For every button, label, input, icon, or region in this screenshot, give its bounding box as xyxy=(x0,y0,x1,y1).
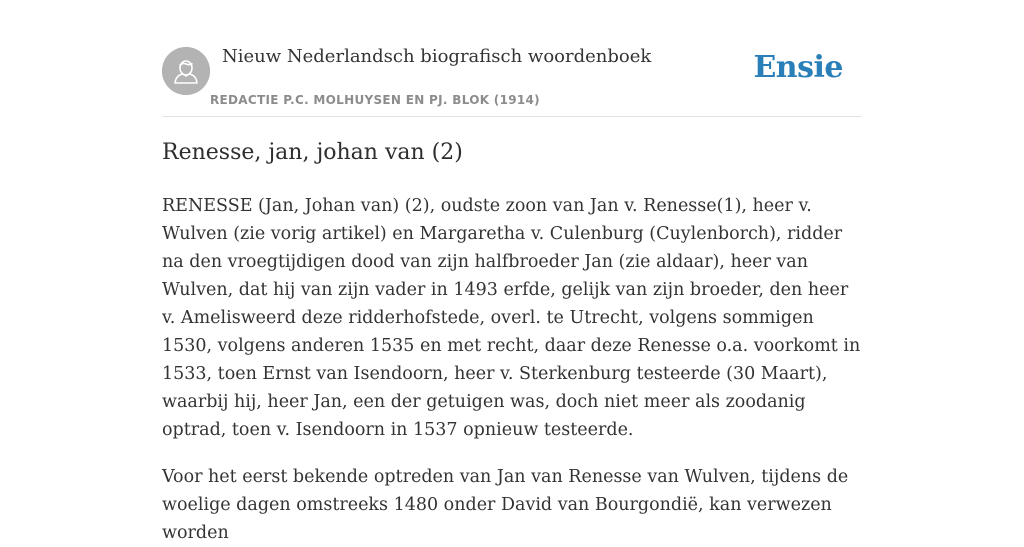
entry-paragraph: RENESSE (Jan, Johan van) (2), oudste zoon van Jan v. Renesse(1), heer v. Wulven (zie vorig artikel) en Margaretha v. Culenburg (Cuylenborch), ridder na den vroegtijdigen dood van zijn halfbroeder Jan (zie aldaar), heer van Wulven, dat hij van zijn vader in 1493 erfde, gelijk van zijn broeder, den heer v. Amelisweerd deze ridderhofstede, overl. te Utrecht, volgens sommigen 1530, volgens anderen 1535 en met recht, daar deze Renesse o.a. voorkomt in 1533, toen Ernst van Isendoorn, heer v. Sterkenburg testeerde (30 Maart), waarbij hij, heer Jan, een der getuigen was, doch niet meer als zoodanig optrad, toen v. Isendoorn in 1537 opnieuw testeerde. xyxy=(162,196,861,440)
source-avatar[interactable] xyxy=(162,47,210,95)
ensie-logo[interactable]: Ensie xyxy=(753,50,843,85)
entry-paragraph: Voor het eerst bekende optreden van Jan van Renesse van Wulven, tijdens de woelige dagen omstreeks 1480 onder David van Bourgondië, kan verwezen worden xyxy=(162,467,849,543)
source-title[interactable]: Nieuw Nederlandsch biografisch woordenboek xyxy=(222,46,652,67)
entry-title: Renesse, jan, johan van (2) xyxy=(162,140,463,165)
source-editors: REDACTIE P.C. MOLHUYSEN EN PJ. BLOK (1914) xyxy=(210,93,540,107)
page-container xyxy=(162,0,862,543)
source-header xyxy=(162,0,862,117)
user-icon xyxy=(162,47,210,95)
